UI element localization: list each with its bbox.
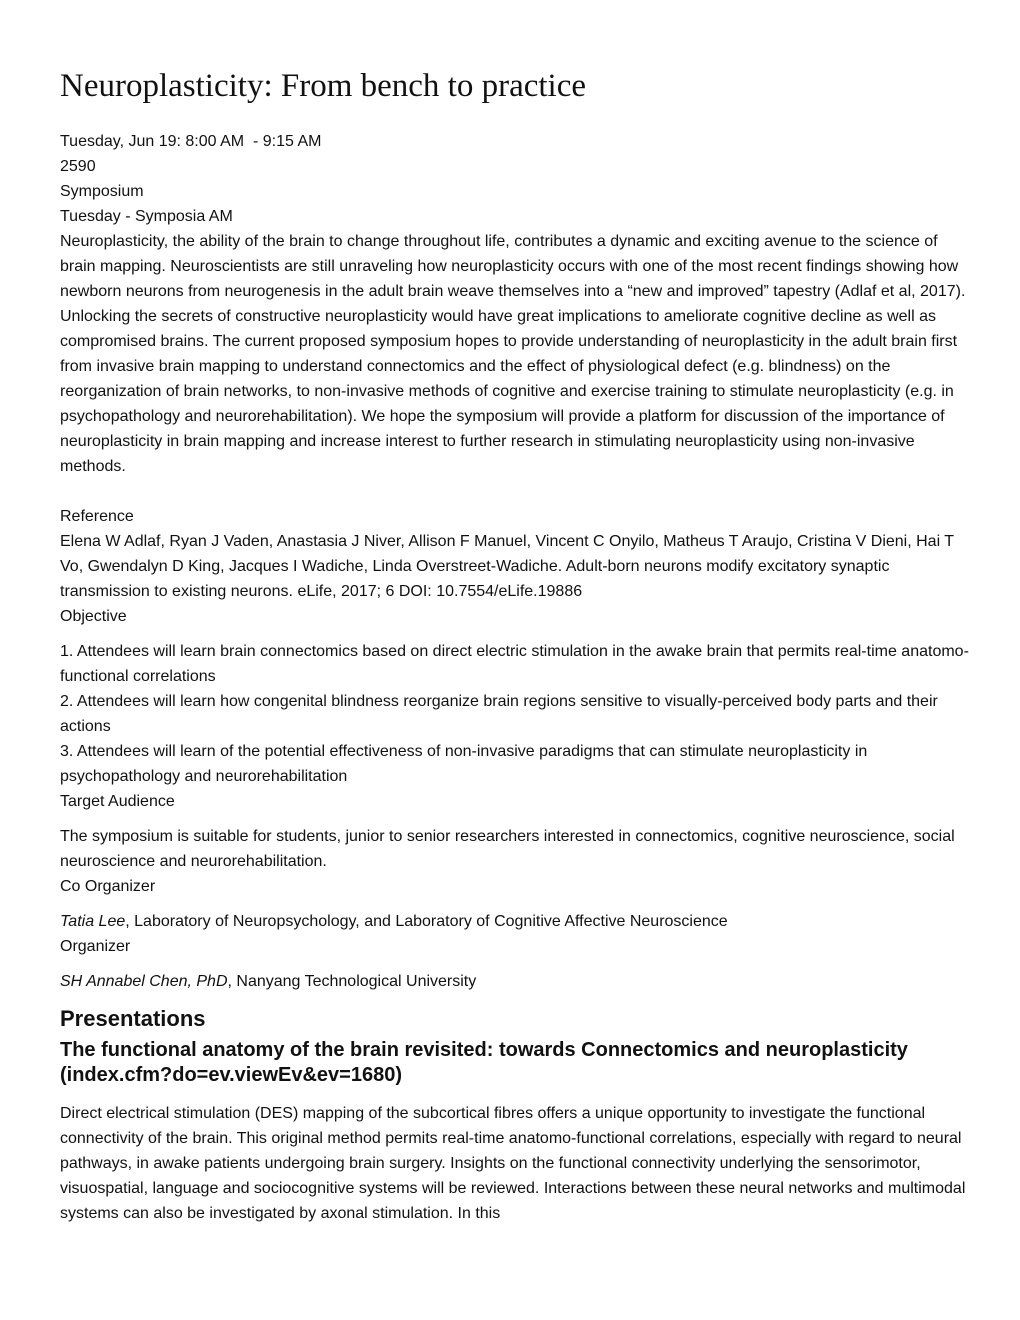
organizer (60, 969, 970, 994)
session-details (60, 129, 970, 1226)
co-organizer-name: Tatia Lee (60, 913, 126, 930)
objective-item: 1. Attendees will learn brain connectomics based on direct electric stimulation in the awake brain that permits real-time anatomo-functional correlations (60, 643, 969, 685)
organizer-affiliation: , Nanyang Technological University (227, 973, 477, 990)
reference-label: Reference (60, 508, 134, 525)
objective-item: 2. Attendees will learn how congenital blindness reorganize brain regions sensitive to visually-perceived body parts and their actions (60, 693, 938, 735)
co-organizer (60, 909, 970, 934)
page-title: Neuroplasticity: From bench to practice (60, 68, 587, 104)
target-audience-label: Target Audience (60, 793, 175, 810)
abstract: Neuroplasticity, the ability of the brain to change throughout life, contributes a dynamic and exciting avenue to the science of brain mapping. Neuroscientists are still unraveling how neuroplasticity occurs with one of the most recent findings showing how newborn neurons from neurogenesis in the adult brain weave themselves into a “new and improved” tapestry (Adlaf et al, 2017). Unlocking the secrets of constructive neuroplasticity would have great implications to ameliorate cognitive decline as well as compromised brains. The current proposed symposium hopes to provide understanding of neuroplasticity in the adult brain first from invasive brain mapping to understand connectomics and the effect of physiological defect (e.g. blindness) on the reorganization of brain networks, to non-invasive methods of cognitive and exercise training to stimulate neuroplasticity (e.g. in psychopathology and neurorehabilitation). We hope the symposium will provide a platform for discussion of the importance of neuroplasticity in brain mapping and increase interest to further research in stimulating neuroplasticity using non-invasive methods. (60, 233, 966, 475)
presentation-link[interactable]: The functional anatomy of the brain revisited: towards Connectomics and neuroplasticity (index.cfm?do=ev.viewEv&ev=1680) (60, 1039, 908, 1086)
session-number: 2590 (60, 158, 96, 175)
reference-text: Elena W Adlaf, Ryan J Vaden, Anastasia J Niver, Allison F Manuel, Vincent C Onyilo, Matheus T Araujo, Cristina V Dieni, Hai T Vo, Gwendalyn D King, Jacques I Wadiche, Linda Overstreet-Wadiche. Adult-born neurons modify excitatory synaptic transmission to existing neurons. eLife, 2017; 6 DOI: 10.7554/eLife.19886 (60, 533, 954, 600)
objective-list (60, 639, 970, 789)
session-datetime: Tuesday, Jun 19: 8:00 AM - 9:15 AM (60, 133, 322, 150)
session-track: Tuesday - Symposia AM (60, 208, 233, 225)
organizer-label: Organizer (60, 938, 131, 955)
co-organizer-label: Co Organizer (60, 878, 156, 895)
presentation-abstract: Direct electrical stimulation (DES) mapping of the subcortical fibres offers a unique opportunity to investigate the functional connectivity of the brain. This original method permits real-time anatomo-functional correlations, especially with regard to neural pathways, in awake patients undergoing brain surgery. Insights on the functional connectivity underlying the sensorimotor, visuospatial, language and sociocognitive systems will be reviewed. Interactions between these neural networks and multimodal systems can also be investigated by axonal stimulation. In this (60, 1105, 966, 1222)
session-type: Symposium (60, 183, 144, 200)
objective-label: Objective (60, 608, 127, 625)
organizer-name: SH Annabel Chen, PhD (60, 973, 228, 990)
co-organizer-affiliation: , Laboratory of Neuropsychology, and Laboratory of Cognitive Affective Neuroscience (125, 913, 728, 930)
objective-item: 3. Attendees will learn of the potential effectiveness of non-invasive paradigms that can stimulate neuroplasticity in psychopathology and neurorehabilitation (60, 743, 868, 785)
presentations-heading: Presentations (60, 1006, 206, 1031)
presentation-title (60, 1038, 970, 1088)
target-audience-text: The symposium is suitable for students, junior to senior researchers interested in connectomics, cognitive neuroscience, social neuroscience and neurorehabilitation. (60, 828, 955, 870)
